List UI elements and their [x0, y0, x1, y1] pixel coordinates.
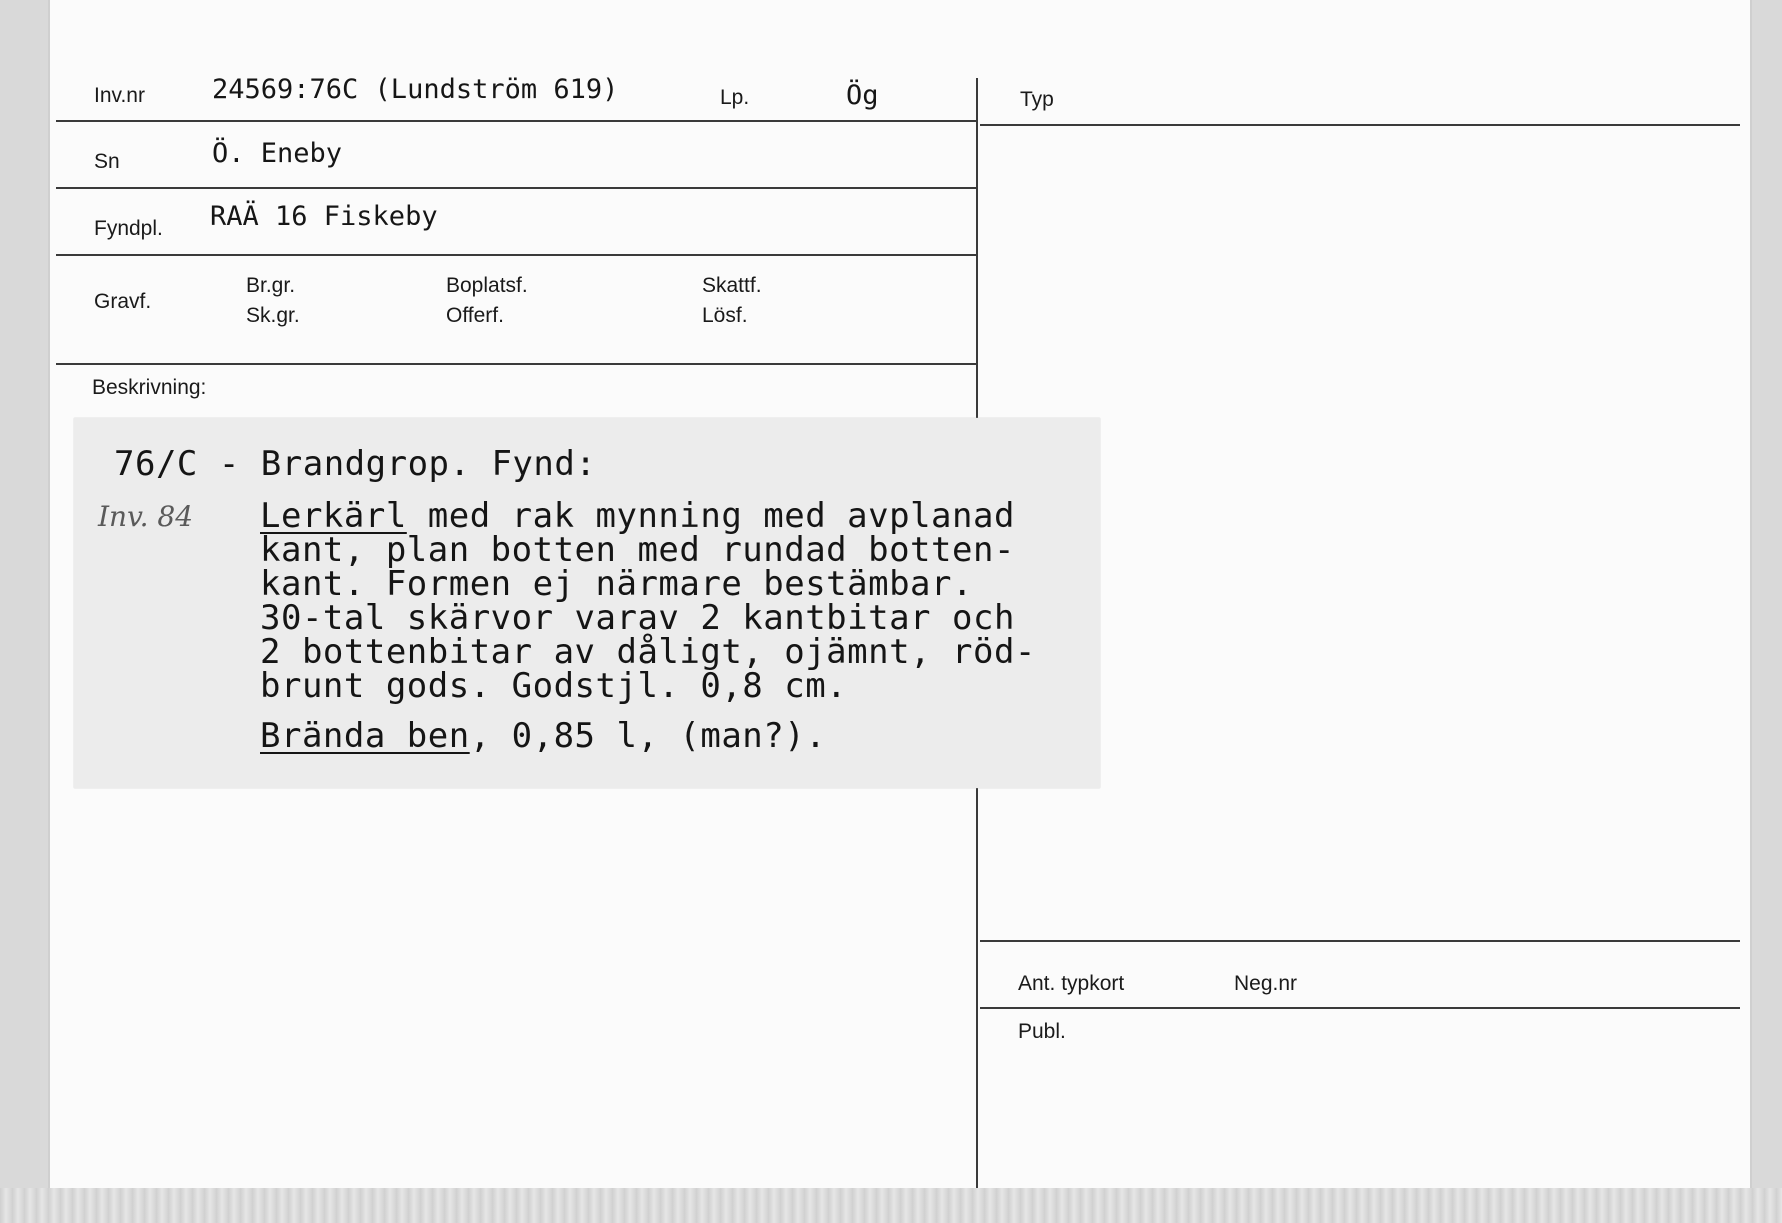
branda-ben-term: Brända ben [260, 716, 470, 756]
boplatsf-label: Boplatsf. [446, 274, 528, 297]
lerkarl-term: Lerkärl [260, 496, 407, 536]
ant-typkort-label: Ant. typkort [1018, 972, 1125, 995]
description-line-1: 76/C - Brandgrop. Fynd: [114, 444, 597, 484]
skgr-label: Sk.gr. [246, 304, 300, 327]
lp-label: Lp. [720, 86, 750, 109]
description-line-7: brunt gods. Godstjl. 0,8 cm. [260, 666, 848, 706]
description-line-2-text: med rak mynning med avplanad [406, 496, 1015, 536]
gravf-label: Gravf. [94, 290, 152, 313]
divider-footer-2 [980, 1007, 1740, 1009]
sn-value: Ö. Eneby [212, 138, 343, 169]
fyndpl-value: RAÄ 16 Fiskeby [210, 201, 438, 232]
scan-edge [0, 1188, 1782, 1223]
inv-nr-value: 24569:76C (Lundström 619) [212, 74, 619, 105]
fyndpl-label: Fyndpl. [94, 217, 163, 240]
losf-label: Lösf. [702, 304, 748, 327]
publ-label: Publ. [1018, 1020, 1066, 1043]
sn-label: Sn [94, 150, 120, 173]
description-line-3: kant, plan botten med rundad botten- [260, 530, 1015, 570]
offerf-label: Offerf. [446, 304, 504, 327]
description-line-8 [260, 716, 826, 756]
skattf-label: Skattf. [702, 274, 762, 297]
neg-nr-label: Neg.nr [1234, 972, 1298, 995]
description-line-8-text: , 0,85 l, (man?). [469, 716, 827, 756]
divider-row-1 [56, 120, 976, 122]
lp-value: Ög [846, 80, 879, 111]
divider-row-3 [56, 254, 976, 256]
description-line-4: kant. Formen ej närmare bestämbar. [260, 564, 973, 604]
handwritten-note: Inv. 84 [98, 500, 194, 533]
divider-footer-1 [980, 940, 1740, 942]
typ-label: Typ [1020, 88, 1054, 111]
divider-row-2 [56, 187, 976, 189]
description-line-5: 30-tal skärvor varav 2 kantbitar och [260, 598, 1015, 638]
beskrivning-label: Beskrivning: [92, 376, 207, 399]
divider-typ [980, 124, 1740, 126]
description-line-6: 2 bottenbitar av dåligt, ojämnt, röd- [260, 632, 1036, 672]
brgr-label: Br.gr. [246, 274, 296, 297]
inv-nr-label: Inv.nr [94, 84, 145, 107]
divider-row-4 [56, 363, 976, 365]
